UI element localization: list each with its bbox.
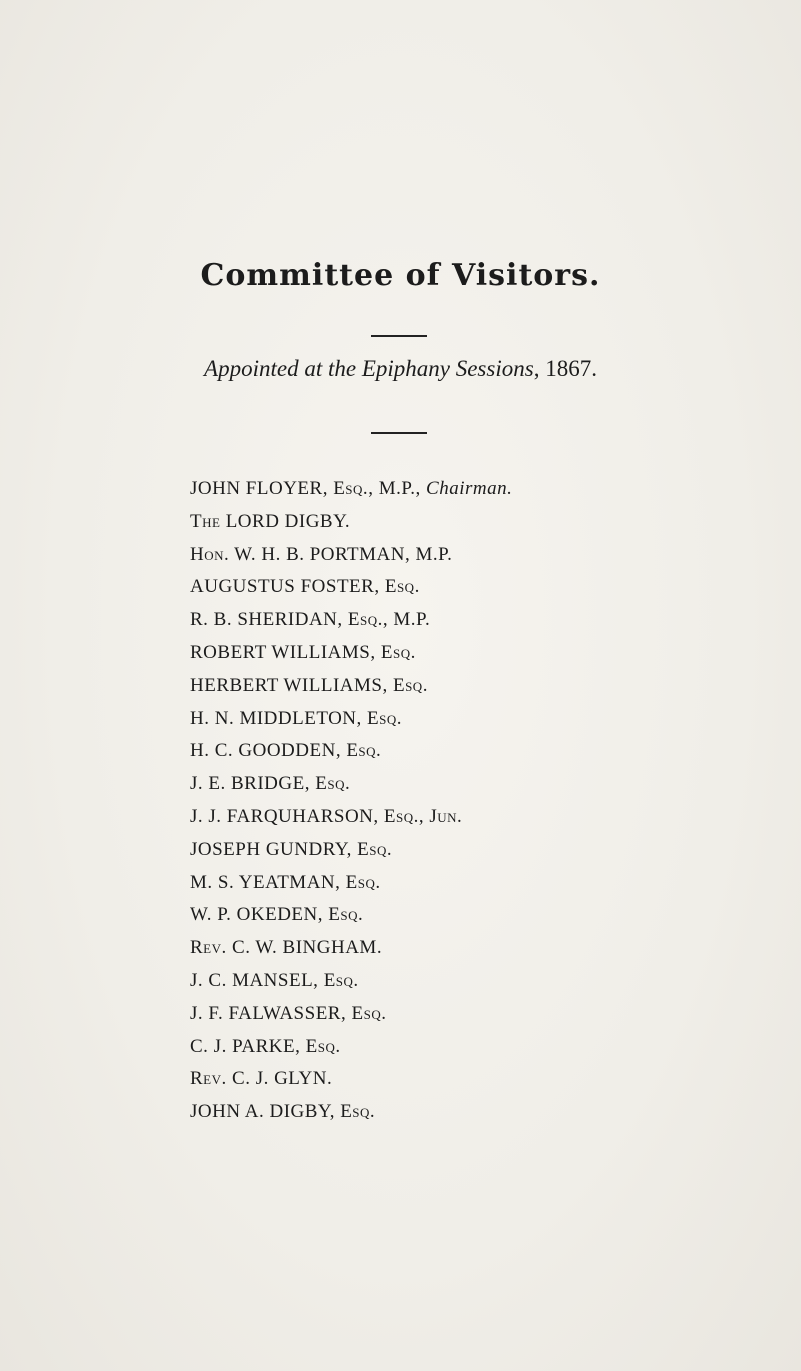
member-prefix: The xyxy=(190,510,221,532)
member-name: M. S. YEATMAN, xyxy=(190,871,346,893)
list-item xyxy=(190,1063,512,1096)
member-suffix: Esq. xyxy=(351,1002,387,1024)
member-name: JOSEPH GUNDRY, xyxy=(190,838,358,860)
member-name: J. E. BRIDGE, xyxy=(190,773,316,795)
list-item xyxy=(190,1096,512,1129)
list-item xyxy=(190,867,512,900)
member-suffix: Esq. xyxy=(328,904,364,926)
list-item xyxy=(190,965,512,998)
member-suffix: Esq. xyxy=(340,1101,376,1123)
subtitle-separator: , xyxy=(533,356,540,381)
member-name: J. C. MANSEL, xyxy=(190,969,324,991)
member-suffix: Esq. xyxy=(305,1035,341,1057)
member-name: LORD DIGBY. xyxy=(220,510,351,532)
member-suffix: Esq. xyxy=(315,773,351,795)
member-suffix: Esq. xyxy=(346,740,382,762)
member-name: ROBERT WILLIAMS, xyxy=(190,641,381,663)
subtitle-year: 1867. xyxy=(545,356,597,381)
member-suffix: Esq. xyxy=(383,805,419,827)
member-name: H. N. MIDDLETON, xyxy=(190,707,368,729)
member-prefix: Hon. xyxy=(190,543,230,565)
list-item xyxy=(190,735,512,768)
member-role: Chairman. xyxy=(426,478,513,499)
member-extra: , M.P. xyxy=(382,609,431,631)
member-name: H. C. GOODDEN, xyxy=(190,740,347,762)
member-name: JOHN A. DIGBY, xyxy=(190,1101,341,1123)
member-prefix: Rev. xyxy=(190,937,227,959)
member-suffix-2: Jun. xyxy=(429,805,463,827)
list-item xyxy=(190,637,512,670)
subtitle-text: Appointed at the Epiphany Sessions xyxy=(204,356,534,381)
member-name: JOHN FLOYER, xyxy=(190,478,334,499)
member-prefix: Rev. xyxy=(190,1068,227,1090)
list-item xyxy=(190,834,512,867)
member-suffix: Esq. xyxy=(345,871,381,893)
member-name: C. J. PARKE, xyxy=(190,1035,306,1057)
list-item xyxy=(190,604,512,637)
list-item xyxy=(190,670,512,703)
member-name: W. H. B. PORTMAN, M.P. xyxy=(229,543,453,565)
member-suffix: Esq. xyxy=(333,478,369,499)
page-title: Committee of Visitors. xyxy=(200,258,601,293)
members-list xyxy=(190,473,512,1129)
member-extra: , xyxy=(418,805,430,827)
list-item xyxy=(190,768,512,801)
member-name: C. W. BINGHAM. xyxy=(226,937,383,959)
member-suffix: Esq. xyxy=(380,641,416,663)
member-suffix: Esq. xyxy=(347,609,383,631)
member-suffix: Esq. xyxy=(392,674,428,696)
list-item xyxy=(190,571,512,604)
list-item xyxy=(190,1031,512,1064)
member-name: J. F. FALWASSER, xyxy=(190,1002,352,1024)
list-item xyxy=(190,801,512,834)
member-name: C. J. GLYN. xyxy=(226,1068,333,1090)
member-suffix: Esq. xyxy=(384,576,420,598)
divider-bottom xyxy=(371,432,427,434)
member-name: J. J. FARQUHARSON, xyxy=(190,805,384,827)
member-suffix: Esq. xyxy=(323,969,359,991)
list-item xyxy=(190,473,512,506)
list-item xyxy=(190,703,512,736)
subtitle xyxy=(0,356,801,382)
list-item xyxy=(190,932,512,965)
list-item xyxy=(190,506,512,539)
member-name: AUGUSTUS FOSTER, xyxy=(190,576,385,598)
list-item xyxy=(190,899,512,932)
list-item xyxy=(190,998,512,1031)
list-item xyxy=(190,539,512,572)
member-suffix: Esq. xyxy=(357,838,393,860)
divider-top xyxy=(371,335,427,337)
member-name: W. P. OKEDEN, xyxy=(190,904,329,926)
member-name: HERBERT WILLIAMS, xyxy=(190,674,393,696)
member-extra: , M.P., xyxy=(368,478,427,499)
member-suffix: Esq. xyxy=(367,707,403,729)
member-name: R. B. SHERIDAN, xyxy=(190,609,348,631)
